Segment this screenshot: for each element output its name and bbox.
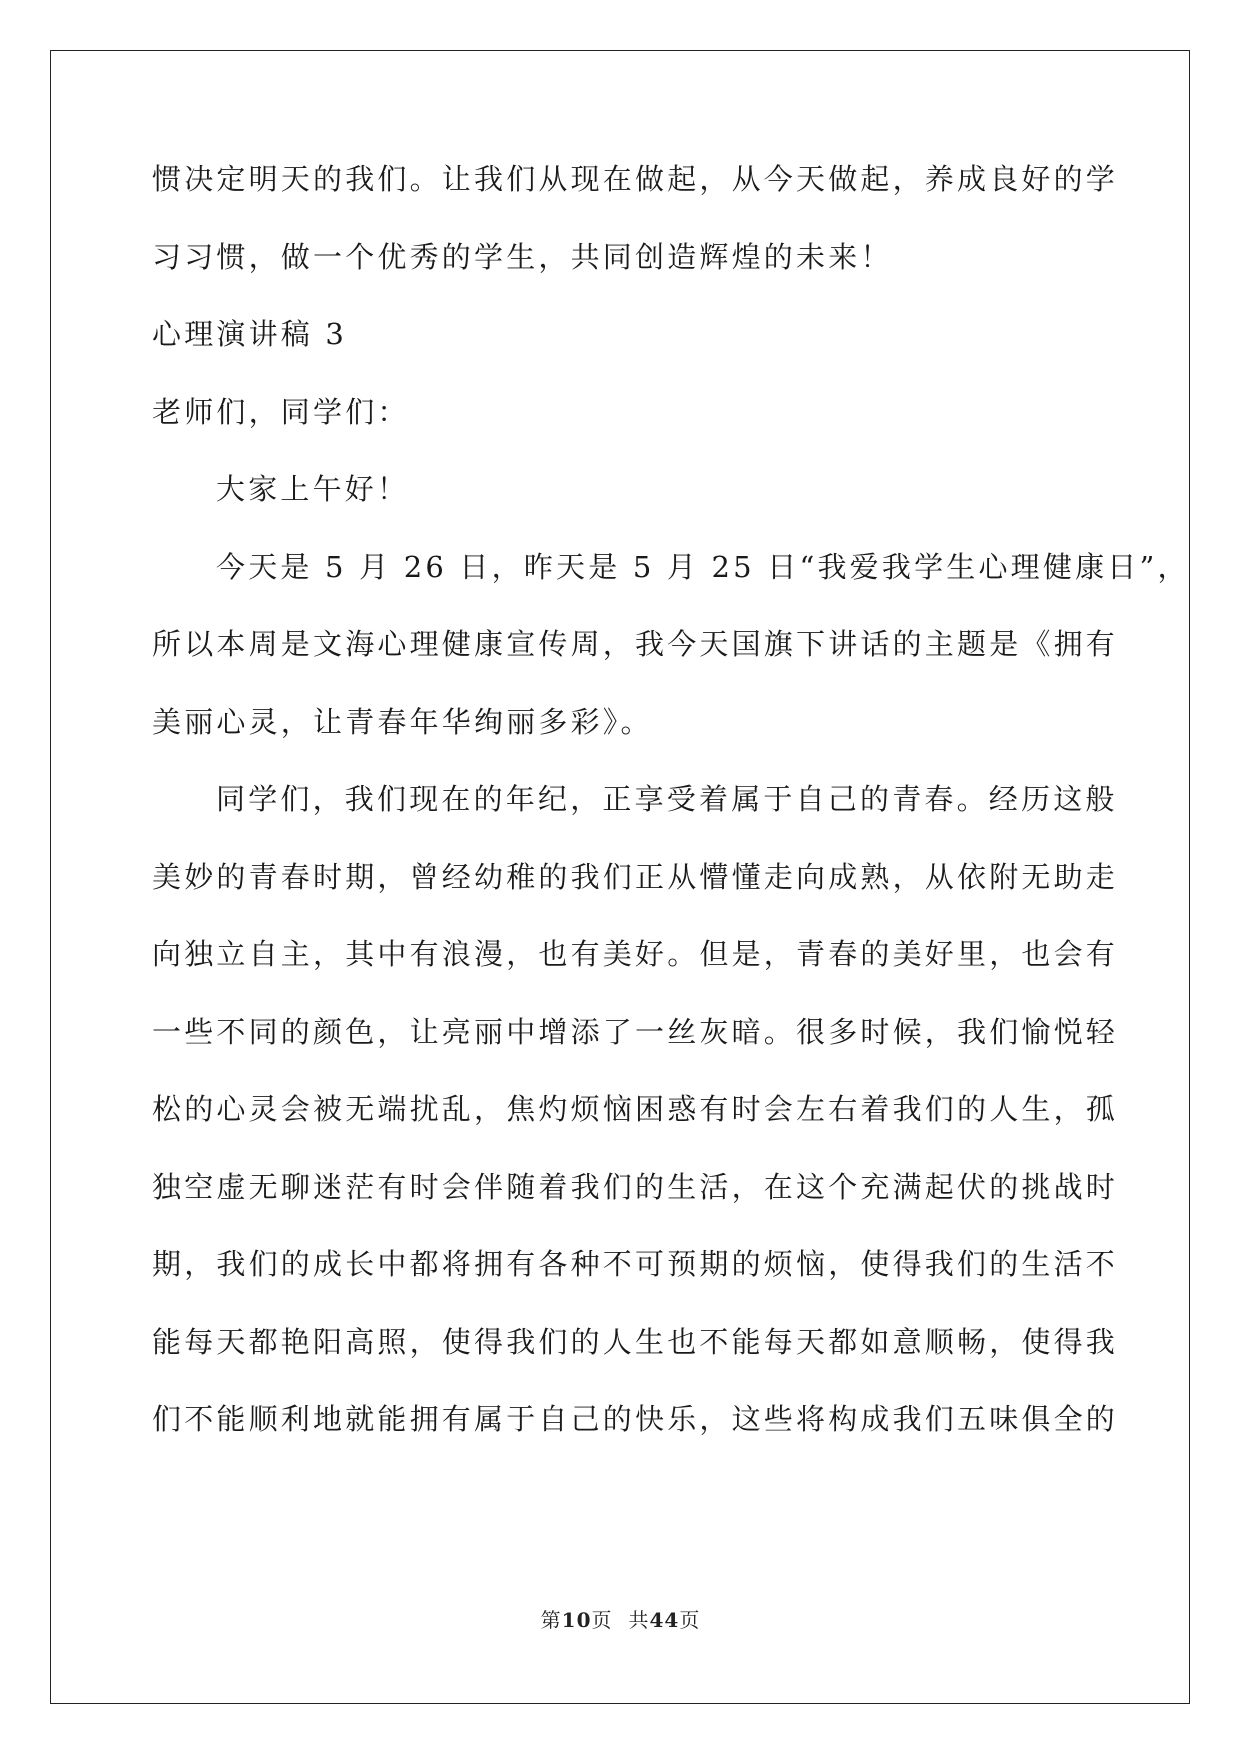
text-line: 能每天都艳阳高照，使得我们的人生也不能每天都如意顺畅，使得我 [152,1324,1119,1359]
text-line: 独空虚无聊迷茫有时会伴随着我们的生活，在这个充满起伏的挑战时 [152,1169,1119,1204]
page-prefix: 第 [540,1608,562,1632]
text-line: 一些不同的颜色，让亮丽中增添了一丝灰暗。很多时候，我们愉悦轻 [152,1014,1119,1049]
total-prefix: 共 [628,1608,650,1632]
text-line: 同学们，我们现在的年纪，正享受着属于自己的青春。经历这般 [216,782,1118,816]
text-line: 习习惯，做一个优秀的学生，共同创造辉煌的未来！ [152,239,893,274]
page-total-number: 44 [649,1608,680,1632]
text-line: 松的心灵会被无端扰乱，焦灼烦恼困惑有时会左右着我们的人生，孤 [152,1092,1119,1126]
document-body [152,160,1190,1478]
text-line: 美丽心灵，让青春年华绚丽多彩》。 [152,704,653,739]
text-line: 们不能顺利地就能拥有属于自己的快乐，这些将构成我们五味俱全的 [152,1402,1119,1436]
text-line: 今天是 5 月 26 日，昨天是 5 月 25 日“我爱我学生心理健康日”， [216,549,1190,584]
page-footer [0,1604,1241,1633]
text-line: 惯决定明天的我们。让我们从现在做起，从今天做起，养成良好的学 [152,162,1119,196]
text-line: 所以本周是文海心理健康宣传周，我今天国旗下讲话的主题是《拥有 [152,627,1119,661]
page-current-number: 10 [561,1608,592,1632]
greeting: 大家上午好！ [216,472,410,506]
text-line: 美妙的青春时期，曾经幼稚的我们正从懵懂走向成熟，从依附无助走 [152,859,1119,894]
section-heading: 心理演讲稿 3 [152,317,348,351]
text-line: 向独立自主，其中有浪漫，也有美好。但是，青春的美好里，也会有 [152,937,1119,971]
salutation: 老师们，同学们： [152,394,410,429]
text-line: 期，我们的成长中都将拥有各种不可预期的烦恼，使得我们的生活不 [152,1247,1119,1281]
total-suffix: 页 [679,1608,701,1632]
page-suffix: 页 [591,1608,613,1632]
